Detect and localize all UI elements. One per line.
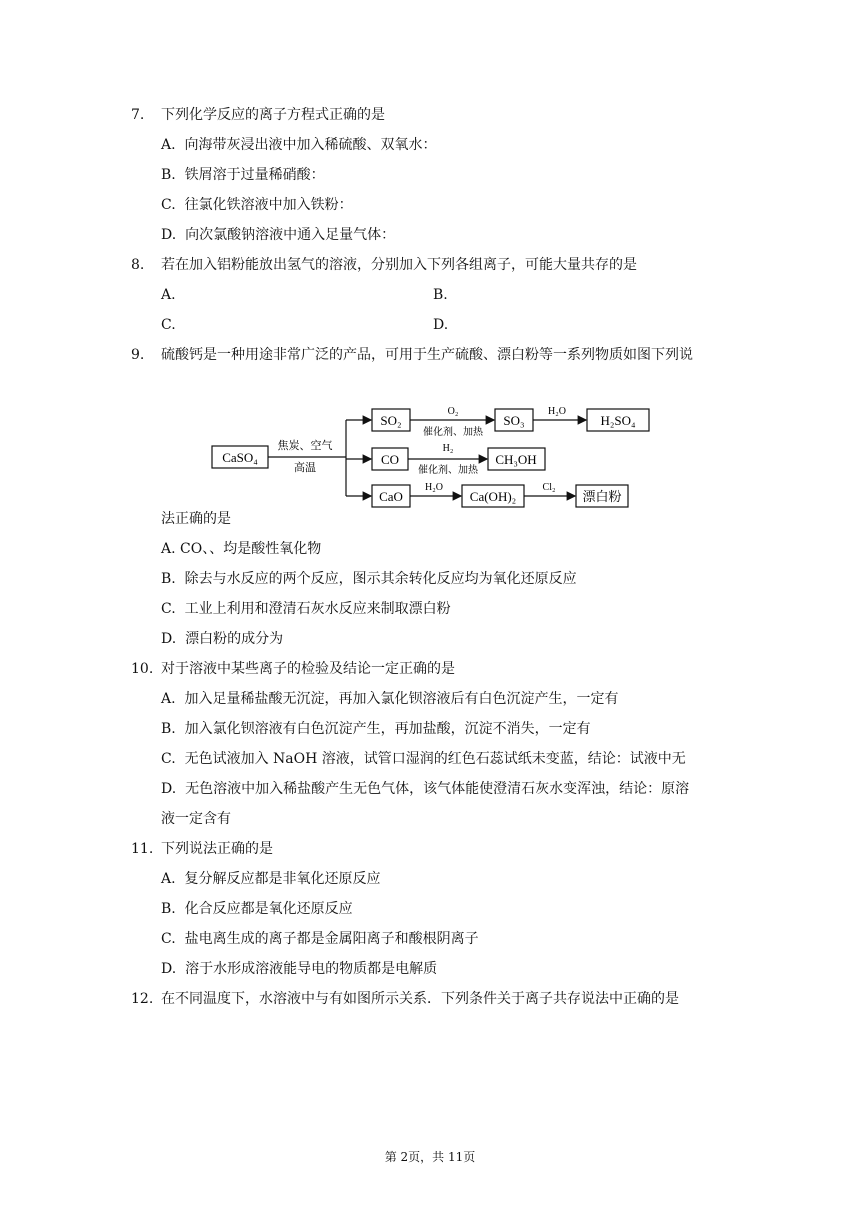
so3-label: SO₃ bbox=[503, 413, 525, 428]
arrow-so3-h2so4-top: H₂O bbox=[548, 406, 566, 417]
question-11-number: 11. bbox=[131, 841, 154, 857]
option-text: 复分解反应都是非氧化还原反应 bbox=[184, 871, 381, 887]
arrow-co-ch3oh-top: H₂ bbox=[442, 443, 454, 454]
arrow-so2-so3-bottom: 催化剂、加热 bbox=[423, 427, 483, 438]
option-text: 向次氯酸钠溶液中通入足量气体： bbox=[185, 227, 396, 243]
question-10-option-a bbox=[161, 689, 618, 709]
so2-label: SO₂ bbox=[380, 413, 402, 428]
question-10-number: 10. bbox=[131, 661, 154, 677]
option-letter: D. bbox=[161, 781, 177, 797]
option-text: 盐电离生成的离子都是金属阳离子和酸根阴离子 bbox=[184, 931, 479, 947]
arrow-caoh2-bleach-top: Cl₂ bbox=[542, 482, 556, 493]
option-letter: B. bbox=[161, 901, 176, 917]
option-letter: C. bbox=[161, 931, 176, 947]
question-10-stem: 对于溶液中某些离子的检验及结论一定正确的是 bbox=[161, 661, 455, 677]
bleach-label: 漂白粉 bbox=[582, 489, 622, 504]
arrow-co-ch3oh-bottom: 催化剂、加热 bbox=[418, 465, 478, 476]
question-9-option-d bbox=[161, 629, 283, 649]
question-10-option-d-continued: 液一定含有 bbox=[161, 811, 231, 827]
question-7-number: 7. bbox=[131, 107, 145, 123]
option-letter: C. bbox=[161, 751, 176, 767]
option-letter: D. bbox=[161, 227, 177, 243]
option-letter: B. bbox=[161, 571, 176, 587]
question-9-number: 9. bbox=[131, 347, 145, 363]
caoh2-label: Ca(OH)₂ bbox=[469, 489, 517, 504]
question-9-stem-continued: 法正确的是 bbox=[161, 511, 231, 527]
question-11-option-c bbox=[161, 929, 479, 949]
caso4-flow-diagram bbox=[205, 398, 665, 514]
split-label-bottom: 高温 bbox=[294, 462, 316, 474]
question-7-option-b bbox=[161, 165, 325, 185]
option-text: 漂白粉的成分为 bbox=[185, 631, 284, 647]
ch3oh-label: CH₃OH bbox=[495, 452, 537, 467]
option-letter: A. bbox=[161, 541, 176, 557]
question-8-option-c: C. bbox=[161, 317, 176, 333]
question-9-stem: 硫酸钙是一种用途非常广泛的产品，可用于生产硫酸、漂白粉等一系列物质如图下列说 bbox=[161, 347, 693, 363]
option-text: 溶于水形成溶液能导电的物质都是电解质 bbox=[185, 961, 438, 977]
option-text: 往氯化铁溶液中加入铁粉： bbox=[184, 197, 353, 213]
option-text: 除去与水反应的两个反应，图示其余转化反应均为氧化还原反应 bbox=[184, 571, 577, 587]
arrow-cao-caoh2-top: H₂O bbox=[425, 482, 443, 493]
question-11-option-d bbox=[161, 959, 437, 979]
option-text: 加入氯化钡溶液有白色沉淀产生，再加盐酸，沉淀不消失，一定有 bbox=[184, 721, 591, 737]
question-10-option-d bbox=[161, 779, 689, 799]
option-text: 无色试液加入 NaOH 溶液，试管口湿润的红色石蕊试纸未变蓝，结论：试液中无 bbox=[184, 751, 686, 767]
option-text: 化合反应都是氧化还原反应 bbox=[184, 901, 353, 917]
question-7-option-d bbox=[161, 225, 395, 245]
question-10-option-b bbox=[161, 719, 591, 739]
question-7-option-a bbox=[161, 135, 436, 155]
option-letter: D. bbox=[161, 961, 177, 977]
option-letter: C. bbox=[161, 197, 176, 213]
question-7-option-c bbox=[161, 195, 353, 215]
question-8-stem: 若在加入铝粉能放出氢气的溶液，分别加入下列各组离子，可能大量共存的是 bbox=[161, 257, 637, 273]
option-text: CO、、均是酸性氧化物 bbox=[180, 541, 322, 557]
question-11-option-b bbox=[161, 899, 353, 919]
option-letter: B. bbox=[161, 167, 176, 183]
question-8-option-b: B. bbox=[433, 287, 448, 303]
question-8-option-d: D. bbox=[433, 317, 449, 333]
option-letter: C. bbox=[161, 601, 176, 617]
question-7-stem: 下列化学反应的离子方程式正确的是 bbox=[161, 107, 385, 123]
h2so4-label: H₂SO₄ bbox=[600, 413, 636, 428]
option-text: 加入足量稀盐酸无沉淀，再加入氯化钡溶液后有白色沉淀产生，一定有 bbox=[184, 691, 619, 707]
option-text: 工业上利用和澄清石灰水反应来制取漂白粉 bbox=[184, 601, 451, 617]
question-8-option-a: A. bbox=[161, 287, 176, 303]
cao-label: CaO bbox=[379, 489, 403, 504]
option-text: 无色溶液中加入稀盐酸产生无色气体，该气体能使澄清石灰水变浑浊，结论：原溶 bbox=[185, 781, 690, 797]
arrow-so2-so3-top: O₂ bbox=[447, 406, 459, 417]
question-11-stem: 下列说法正确的是 bbox=[161, 841, 273, 857]
page-footer: 第 2页，共 11页 bbox=[384, 1150, 476, 1164]
question-8-number: 8. bbox=[131, 257, 145, 273]
question-12-number: 12. bbox=[131, 991, 154, 1007]
caso4-label: CaSO₄ bbox=[222, 450, 258, 465]
question-9-option-b bbox=[161, 569, 577, 589]
option-letter: A. bbox=[161, 137, 176, 153]
option-letter: B. bbox=[161, 721, 176, 737]
option-letter: A. bbox=[161, 691, 176, 707]
question-9-option-a bbox=[161, 539, 321, 559]
question-11-option-a bbox=[161, 869, 380, 889]
split-label-top: 焦炭、空气 bbox=[277, 440, 333, 452]
option-letter: D. bbox=[161, 631, 177, 647]
question-10-option-c bbox=[161, 749, 686, 769]
question-12-stem: 在不同温度下，水溶液中与有如图所示关系．下列条件关于离子共存说法中正确的是 bbox=[161, 991, 679, 1007]
question-9-option-c bbox=[161, 599, 451, 619]
option-text: 向海带灰浸出液中加入稀硫酸、双氧水： bbox=[184, 137, 437, 153]
option-letter: A. bbox=[161, 871, 176, 887]
co-label: CO bbox=[380, 452, 400, 467]
option-text: 铁屑溶于过量稀硝酸： bbox=[184, 167, 325, 183]
